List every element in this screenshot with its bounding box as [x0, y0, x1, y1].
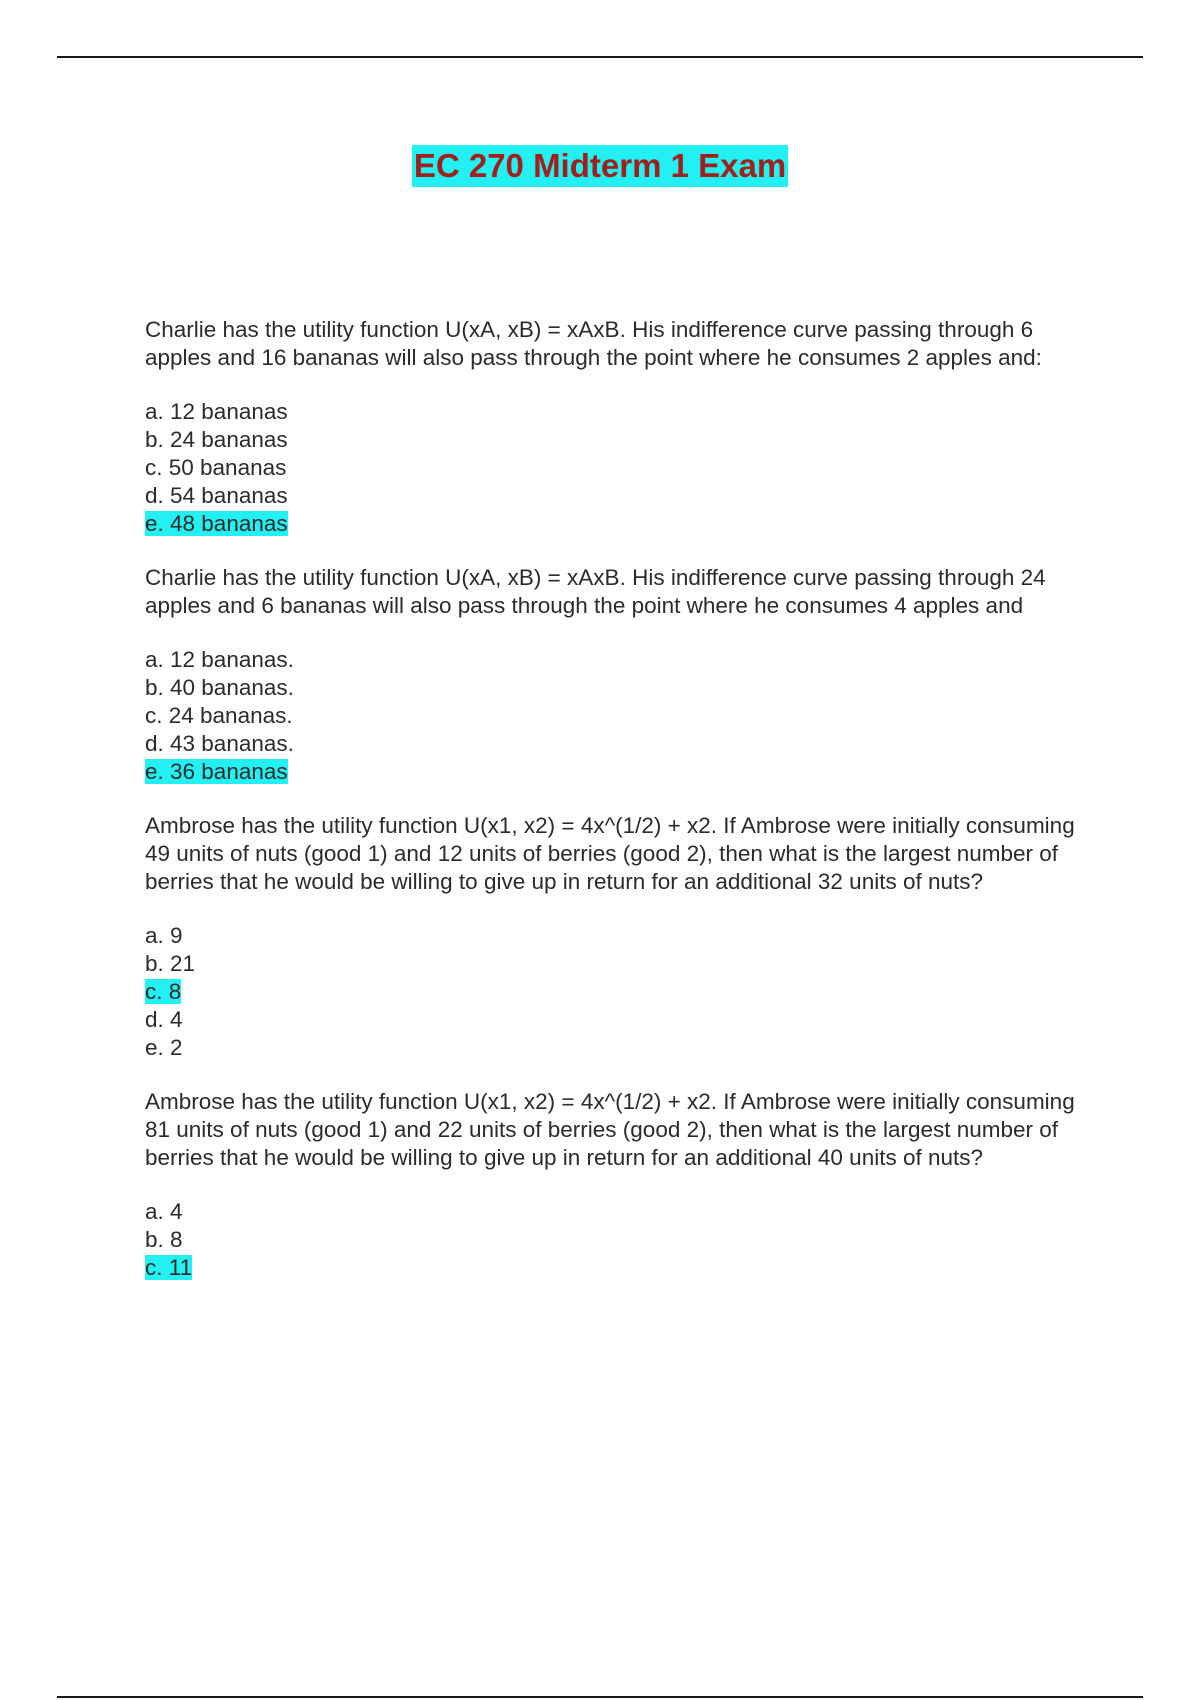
title-wrap [0, 145, 1200, 187]
option-list-item [145, 482, 1085, 510]
option-list-item [145, 730, 1085, 758]
question-3-text: Ambrose has the utility function U(x1, x2) = 4x^(1/2) + x2. If Ambrose were initially consuming 49 units of nuts (good 1) and 12 units of berries (good 2), then what is the largest number of berries that he would be willing to give up in return for an additional 32 units of nuts? [145, 813, 1075, 894]
option-label: c. 50 bananas [145, 455, 287, 480]
option-list-item [145, 510, 1085, 538]
option-label: a. 12 bananas [145, 399, 288, 424]
option-label: b. 21 [145, 951, 196, 976]
highlighted-answer: e. 36 bananas [145, 759, 288, 784]
option-list-item [145, 426, 1085, 454]
question-list [145, 316, 1085, 1308]
option-label: a. 9 [145, 923, 183, 948]
highlighted-answer: c. 11 [145, 1255, 193, 1280]
option-label: b. 24 bananas [145, 427, 288, 452]
option-label: d. 4 [145, 1007, 183, 1032]
option-list-item [145, 950, 1085, 978]
option-label: a. 12 bananas. [145, 647, 294, 672]
bottom-rule [57, 1696, 1143, 1698]
question-3-options [145, 922, 1085, 1062]
option-list-item [145, 1198, 1085, 1226]
option-list-item [145, 454, 1085, 482]
option-label: c. 24 bananas. [145, 703, 293, 728]
option-label: e. 2 [145, 1035, 183, 1060]
option-list-item [145, 674, 1085, 702]
question-4-text: Ambrose has the utility function U(x1, x2) = 4x^(1/2) + x2. If Ambrose were initially consuming 81 units of nuts (good 1) and 22 units of berries (good 2), then what is the largest number of berries that he would be willing to give up in return for an additional 40 units of nuts? [145, 1089, 1075, 1170]
option-list-item [145, 1006, 1085, 1034]
option-list-item [145, 1226, 1085, 1254]
option-label: d. 54 bananas [145, 483, 288, 508]
highlighted-answer: e. 48 bananas [145, 511, 288, 536]
option-label: d. 43 bananas. [145, 731, 294, 756]
question-1-options [145, 398, 1085, 538]
option-label: a. 4 [145, 1199, 183, 1224]
question-2-text: Charlie has the utility function U(xA, xB) = xAxB. His indifference curve passing through 24 apples and 6 bananas will also pass through the point where he consumes 4 apples and [145, 565, 1046, 618]
option-label: b. 8 [145, 1227, 183, 1252]
highlighted-answer: c. 8 [145, 979, 182, 1004]
question-4-options [145, 1198, 1085, 1282]
option-list-item [145, 646, 1085, 674]
option-list-item [145, 398, 1085, 426]
option-list-item [145, 702, 1085, 730]
page-title: EC 270 Midterm 1 Exam [412, 145, 788, 187]
question-1-text: Charlie has the utility function U(xA, xB) = xAxB. His indifference curve passing through 6 apples and 16 bananas will also pass through the point where he consumes 2 apples and: [145, 317, 1042, 370]
option-label: b. 40 bananas. [145, 675, 294, 700]
option-list-item [145, 978, 1085, 1006]
top-rule [57, 56, 1143, 58]
question-2-options [145, 646, 1085, 786]
option-list-item [145, 758, 1085, 786]
option-list-item [145, 922, 1085, 950]
option-list-item [145, 1254, 1085, 1282]
option-list-item [145, 1034, 1085, 1062]
